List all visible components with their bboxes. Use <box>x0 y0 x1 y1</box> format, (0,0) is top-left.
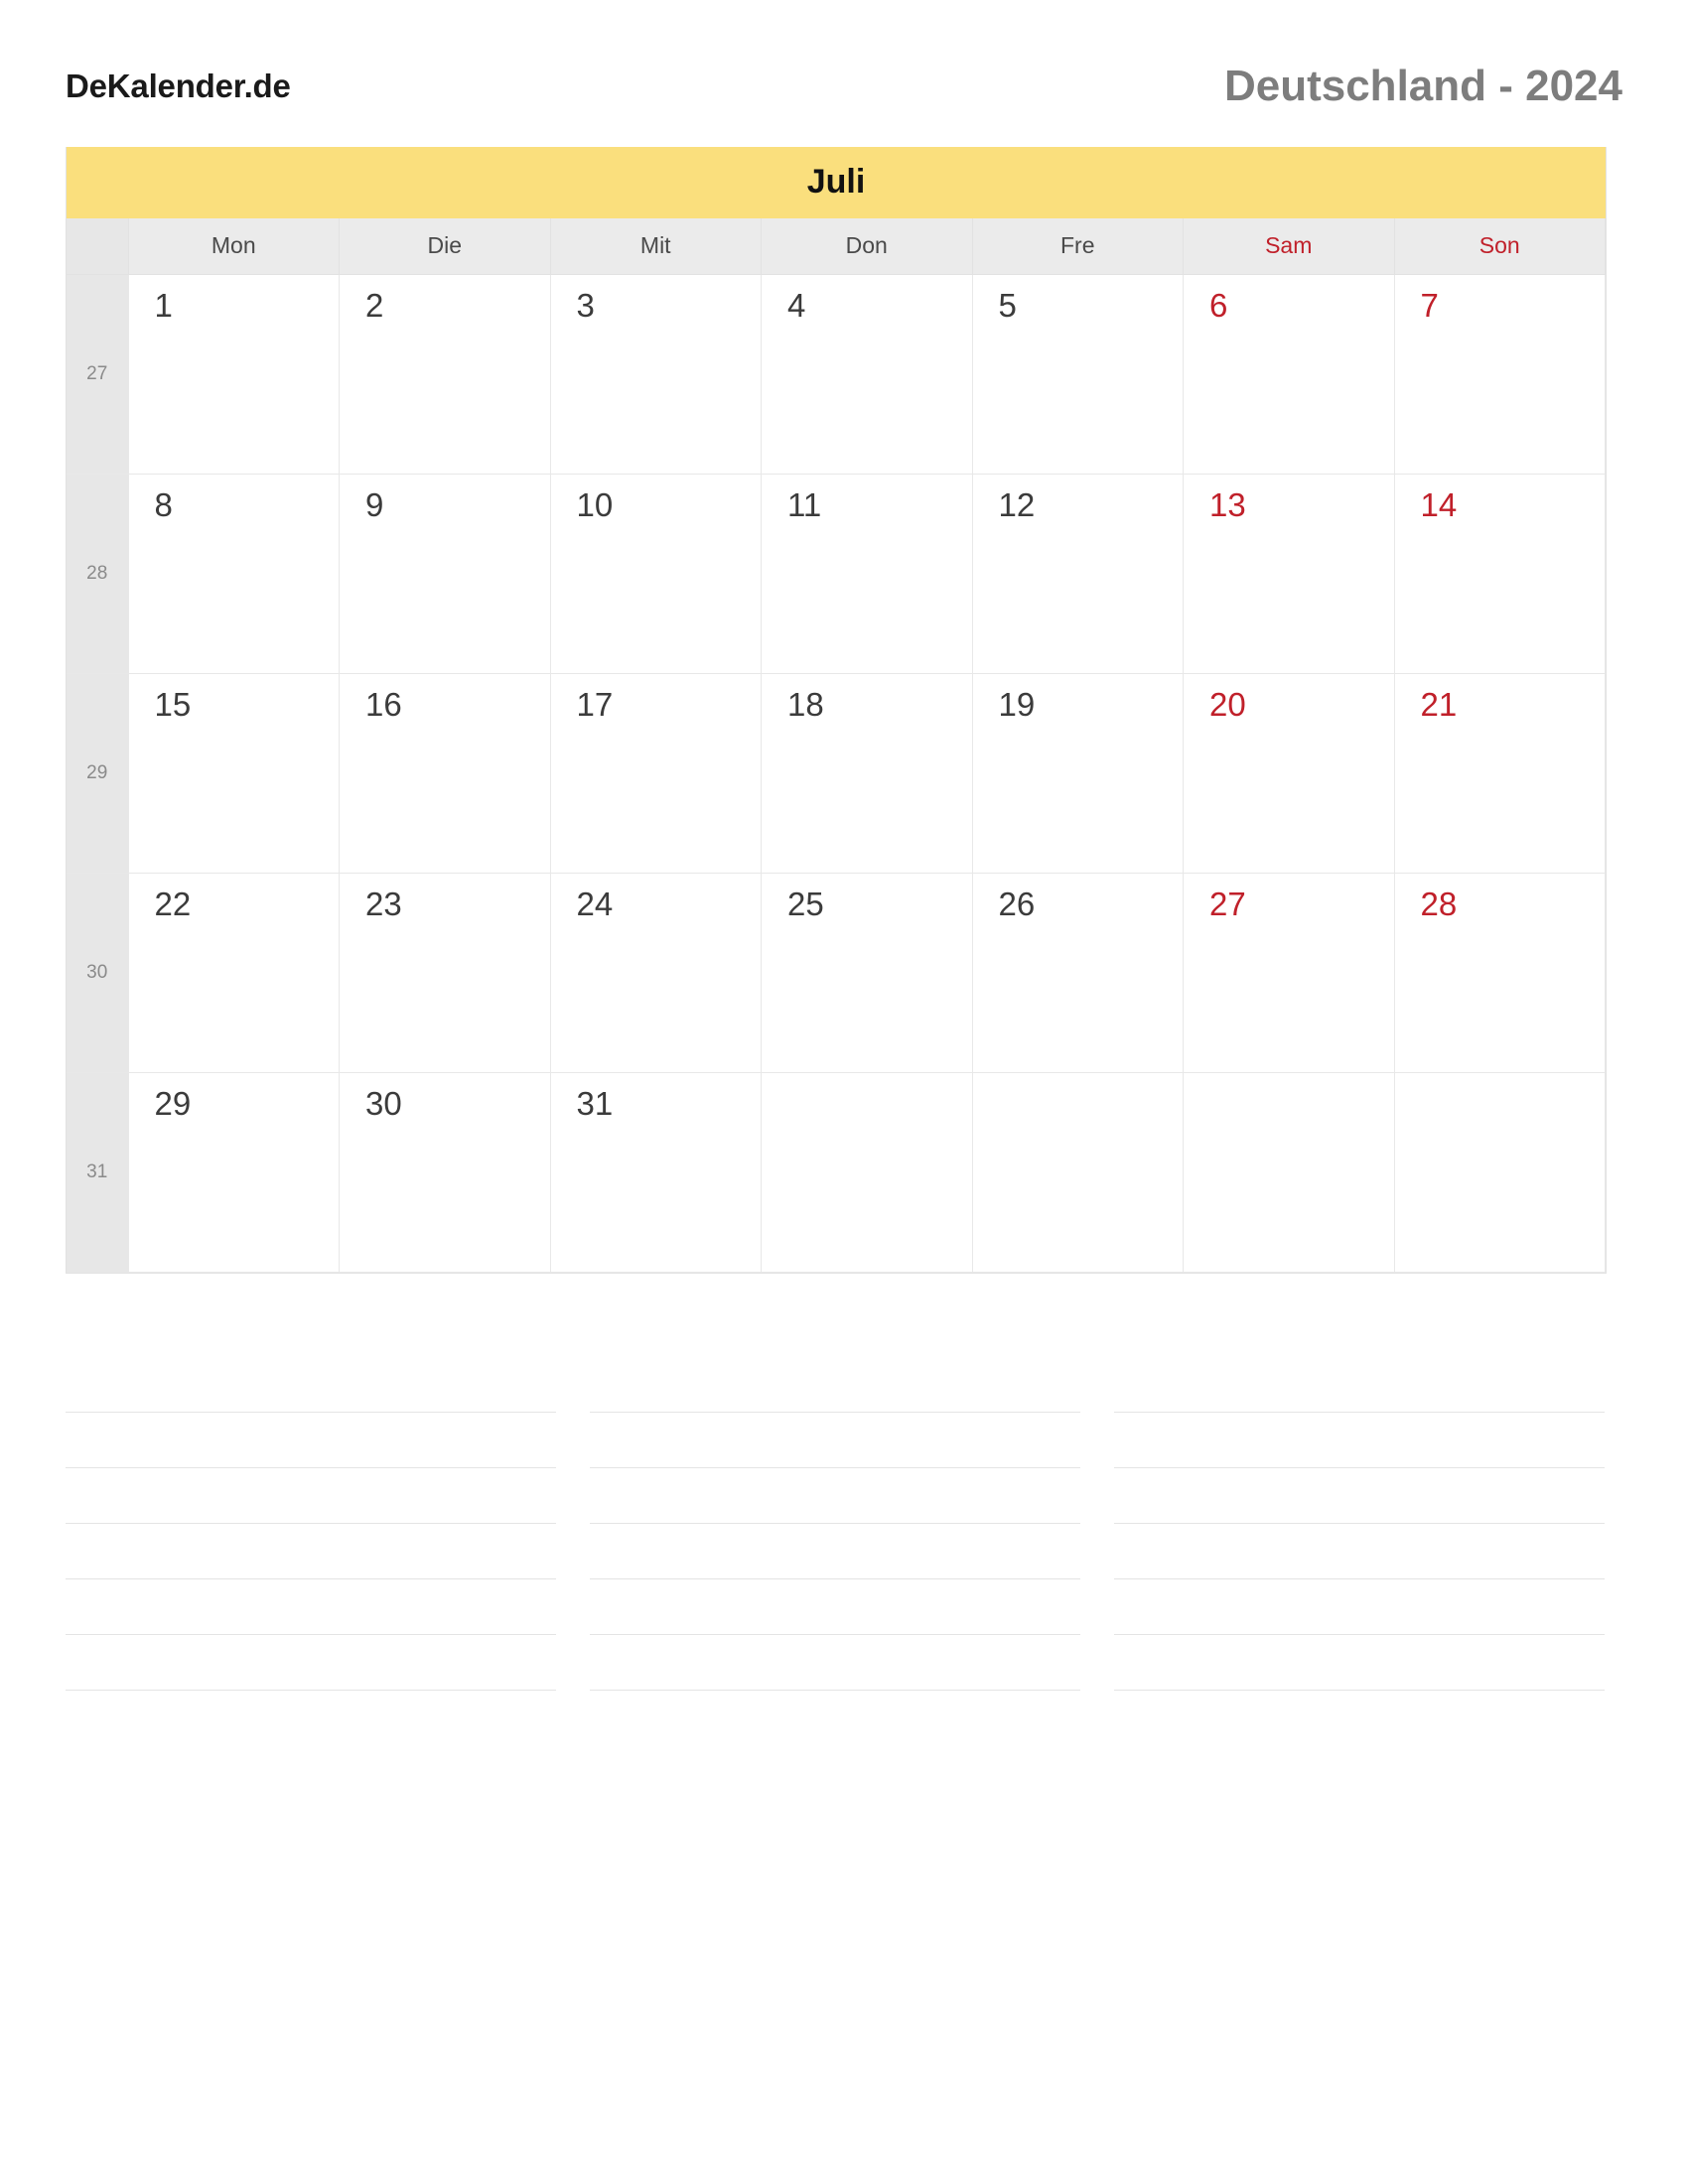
notes-column-2 <box>590 1357 1080 1691</box>
calendar-table <box>67 218 1606 1273</box>
day-cell[interactable] <box>128 475 340 674</box>
calendar-header-row <box>67 218 1606 275</box>
day-cell[interactable] <box>1394 475 1606 674</box>
weekday-header-mit: Mit <box>550 218 762 275</box>
page-header <box>66 52 1622 121</box>
month-title: Juli <box>67 147 1606 218</box>
day-cell[interactable] <box>340 874 551 1073</box>
note-line[interactable] <box>590 1413 1080 1468</box>
day-number: 18 <box>787 686 824 723</box>
weekday-header-mon: Mon <box>128 218 340 275</box>
day-cell[interactable] <box>550 475 762 674</box>
day-cell[interactable] <box>128 1073 340 1273</box>
day-number: 3 <box>576 287 595 324</box>
day-cell[interactable] <box>1394 275 1606 475</box>
day-cell[interactable] <box>340 275 551 475</box>
day-cell[interactable] <box>972 874 1184 1073</box>
calendar-week-row <box>67 874 1606 1073</box>
weekday-header-son: Son <box>1394 218 1606 275</box>
week-number: 28 <box>67 475 128 674</box>
day-cell[interactable] <box>1184 674 1395 874</box>
day-number <box>1395 1073 1606 1087</box>
note-line[interactable] <box>590 1357 1080 1413</box>
day-cell[interactable] <box>1184 874 1395 1073</box>
day-number: 7 <box>1420 287 1439 324</box>
week-number: 27 <box>67 275 128 475</box>
note-line[interactable] <box>1114 1635 1605 1691</box>
day-cell[interactable] <box>550 275 762 475</box>
day-number: 23 <box>365 886 402 922</box>
day-number: 19 <box>998 686 1036 723</box>
calendar-week-row <box>67 275 1606 475</box>
note-line[interactable] <box>66 1635 556 1691</box>
calendar-week-row <box>67 674 1606 874</box>
day-number <box>762 1073 972 1087</box>
day-cell[interactable] <box>762 275 973 475</box>
region-year-title: Deutschland - 2024 <box>1223 62 1622 110</box>
day-number: 10 <box>576 486 614 523</box>
calendar-body <box>67 275 1606 1273</box>
day-number: 6 <box>1209 287 1228 324</box>
day-cell[interactable] <box>340 1073 551 1273</box>
day-cell[interactable] <box>1184 475 1395 674</box>
weekday-header-die: Die <box>340 218 551 275</box>
day-cell[interactable] <box>972 275 1184 475</box>
day-cell-empty <box>762 1073 973 1273</box>
note-line[interactable] <box>66 1524 556 1579</box>
note-line[interactable] <box>1114 1579 1605 1635</box>
day-number: 9 <box>365 486 384 523</box>
note-line[interactable] <box>66 1468 556 1524</box>
day-number: 28 <box>1420 886 1458 922</box>
note-line[interactable] <box>590 1468 1080 1524</box>
note-line[interactable] <box>590 1635 1080 1691</box>
weekday-header-don: Don <box>762 218 973 275</box>
day-number: 21 <box>1420 686 1458 723</box>
day-cell[interactable] <box>128 674 340 874</box>
notes-column-3 <box>1114 1357 1605 1691</box>
day-number: 2 <box>365 287 384 324</box>
week-number: 31 <box>67 1073 128 1273</box>
day-number: 26 <box>998 886 1036 922</box>
site-brand: DeKalender.de <box>66 68 291 104</box>
note-line[interactable] <box>66 1357 556 1413</box>
day-cell[interactable] <box>762 475 973 674</box>
day-number: 30 <box>365 1085 402 1122</box>
day-cell[interactable] <box>550 874 762 1073</box>
day-number: 20 <box>1209 686 1246 723</box>
day-number: 12 <box>998 486 1036 523</box>
weekday-header-sam: Sam <box>1184 218 1395 275</box>
day-number: 24 <box>576 886 614 922</box>
calendar-container <box>66 147 1607 1274</box>
day-cell[interactable] <box>1184 275 1395 475</box>
day-number: 22 <box>154 886 192 922</box>
day-cell[interactable] <box>762 674 973 874</box>
day-cell[interactable] <box>128 874 340 1073</box>
day-number: 4 <box>787 287 806 324</box>
day-number: 17 <box>576 686 614 723</box>
note-line[interactable] <box>1114 1524 1605 1579</box>
day-number: 29 <box>154 1085 192 1122</box>
day-cell-empty <box>1394 1073 1606 1273</box>
day-cell[interactable] <box>1394 674 1606 874</box>
note-line[interactable] <box>1114 1468 1605 1524</box>
day-cell[interactable] <box>1394 874 1606 1073</box>
day-cell-empty <box>972 1073 1184 1273</box>
day-number <box>973 1073 1184 1087</box>
notes-column-1 <box>66 1357 556 1691</box>
day-cell[interactable] <box>972 475 1184 674</box>
day-number: 8 <box>154 486 173 523</box>
day-number: 11 <box>787 486 822 523</box>
weeknumber-column-header <box>67 218 128 275</box>
day-cell[interactable] <box>340 475 551 674</box>
week-number: 30 <box>67 874 128 1073</box>
note-line[interactable] <box>66 1579 556 1635</box>
notes-area <box>66 1357 1605 1691</box>
day-cell[interactable] <box>128 275 340 475</box>
day-number: 25 <box>787 886 824 922</box>
note-line[interactable] <box>590 1579 1080 1635</box>
weekday-header-fre: Fre <box>972 218 1184 275</box>
day-number <box>1184 1073 1394 1087</box>
day-number: 27 <box>1209 886 1246 922</box>
day-number: 31 <box>576 1085 614 1122</box>
day-number: 16 <box>365 686 402 723</box>
note-line[interactable] <box>1114 1413 1605 1468</box>
calendar-week-row <box>67 1073 1606 1273</box>
day-number: 15 <box>154 686 192 723</box>
day-number: 1 <box>154 287 173 324</box>
day-cell[interactable] <box>972 674 1184 874</box>
day-cell-empty <box>1184 1073 1395 1273</box>
day-number: 5 <box>998 287 1017 324</box>
day-number: 14 <box>1420 486 1458 523</box>
day-number: 13 <box>1209 486 1246 523</box>
day-cell[interactable] <box>550 1073 762 1273</box>
day-cell[interactable] <box>762 874 973 1073</box>
note-line[interactable] <box>590 1524 1080 1579</box>
note-line[interactable] <box>66 1413 556 1468</box>
note-line[interactable] <box>1114 1357 1605 1413</box>
day-cell[interactable] <box>340 674 551 874</box>
week-number: 29 <box>67 674 128 874</box>
calendar-week-row <box>67 475 1606 674</box>
day-cell[interactable] <box>550 674 762 874</box>
